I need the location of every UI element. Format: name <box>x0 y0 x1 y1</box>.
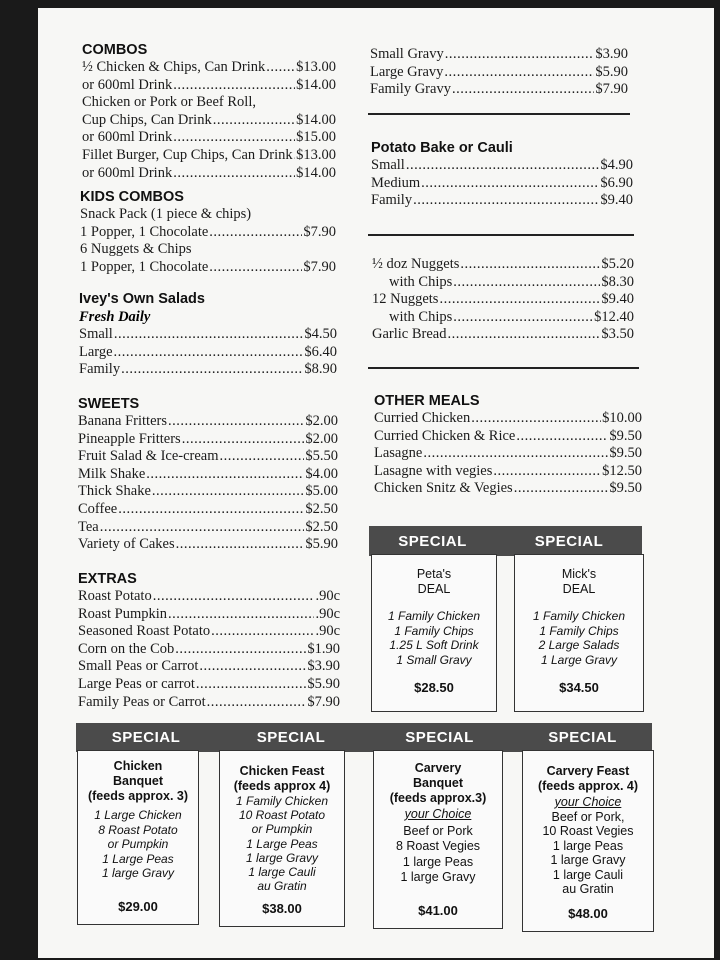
leader-dots <box>220 448 305 466</box>
menu-item-row <box>80 224 336 242</box>
menu-item-price: $5.90 <box>307 675 340 692</box>
menu-item-price: $5.90 <box>595 63 628 80</box>
extras-list <box>78 588 340 711</box>
leader-dots <box>173 77 295 95</box>
leader-dots <box>453 274 600 292</box>
leader-dots <box>175 641 306 659</box>
potato-bake-section <box>371 139 633 210</box>
nuggets-list <box>372 256 634 344</box>
menu-item-price: $13.00 <box>296 59 336 75</box>
special-item-line: 1.25 L Soft Drink <box>389 638 479 652</box>
leader-dots <box>199 658 306 676</box>
menu-item-row <box>78 606 340 624</box>
menu-item-name: 1 Popper, 1 Chocolate <box>80 258 209 275</box>
special-item-line: 10 Roast Vegies <box>542 824 634 839</box>
leader-dots <box>121 361 303 379</box>
special-price: $29.00 <box>118 899 158 914</box>
menu-item-row <box>80 259 336 277</box>
leader-dots <box>209 224 302 242</box>
gravy-list <box>370 46 628 99</box>
leader-dots <box>444 64 594 82</box>
special-title-line: Banquet <box>113 774 163 788</box>
leader-dots <box>114 326 304 344</box>
leader-dots <box>514 480 609 498</box>
menu-item-name: or 600ml Drink <box>82 129 173 146</box>
special-item-line: or Pumpkin <box>107 837 169 851</box>
menu-item-price: $2.50 <box>305 500 338 517</box>
spacer <box>515 597 643 609</box>
menu-item-price: $2.00 <box>305 413 338 429</box>
menu-item-price: $3.50 <box>601 326 634 343</box>
combos-heading: COMBOS <box>82 42 148 58</box>
special-item-line: 1 Family Chips <box>394 623 474 638</box>
salads-heading: Ivey's Own Salads <box>79 291 205 307</box>
menu-item-price: $5.00 <box>305 483 338 500</box>
menu-item-row <box>82 112 336 130</box>
menu-item-price: $7.90 <box>595 81 628 98</box>
menu-item-price: $13.00 <box>296 146 336 163</box>
gravy-section <box>370 46 628 99</box>
menu-item-price: $3.90 <box>307 658 340 675</box>
menu-item-price: $6.40 <box>304 343 337 360</box>
menu-item-price: $9.50 <box>609 427 642 444</box>
sweets-section <box>78 395 338 554</box>
menu-item-row <box>78 431 338 449</box>
special-label: SPECIAL <box>398 532 467 550</box>
menu-item-price: $14.00 <box>296 76 336 93</box>
potato-bake-list <box>371 157 633 210</box>
leader-dots <box>173 165 295 183</box>
menu-item-row <box>370 46 628 64</box>
special-title-line: DEAL <box>562 582 596 596</box>
leader-dots <box>445 46 595 64</box>
leader-dots <box>153 588 315 606</box>
leader-dots <box>114 344 304 362</box>
menu-item-row <box>79 326 337 344</box>
leader-dots <box>452 81 594 99</box>
salads-list <box>79 326 337 379</box>
menu-item-row <box>374 410 642 428</box>
menu-item-name: Small <box>371 157 405 173</box>
sweets-heading: SWEETS <box>78 396 140 412</box>
menu-item-name: Family <box>79 361 121 378</box>
leader-dots <box>100 519 305 537</box>
special-box-carvery-banquet <box>373 750 503 929</box>
special-title-line: (feeds approx 4) <box>233 779 331 793</box>
kids-combos-heading: KIDS COMBOS <box>80 189 184 205</box>
menu-item-name: Chicken Snitz & Vegies <box>374 480 513 497</box>
special-content <box>374 751 502 886</box>
menu-item-name: Milk Shake <box>78 465 146 482</box>
menu-item-name: Lasagne <box>374 445 423 462</box>
menu-item-price: $4.50 <box>304 326 337 342</box>
menu-item-row <box>82 165 336 183</box>
menu-item-row <box>370 81 628 99</box>
special-item-line: 1 Family Chicken <box>532 609 626 623</box>
menu-item-price: $12.40 <box>594 308 634 325</box>
other-meals-heading: OTHER MEALS <box>374 393 480 409</box>
menu-item-name: Cup Chips, Can Drink <box>82 111 212 128</box>
menu-item-name: Large Gravy <box>370 63 444 80</box>
special-item-line: 1 Family Chicken <box>235 794 329 808</box>
menu-item-row <box>371 192 633 210</box>
menu-item-name: Banana Fritters <box>78 413 167 429</box>
menu-item-name: Roast Pumpkin <box>78 605 168 622</box>
menu-item-row <box>78 641 340 659</box>
special-content <box>220 751 344 893</box>
special-header-bar <box>369 526 642 556</box>
menu-item-row <box>82 147 336 165</box>
menu-item-name: Lasagne with vegies <box>374 462 493 479</box>
leader-dots <box>423 445 608 463</box>
menu-item-price: $9.40 <box>601 291 634 308</box>
menu-item-row <box>78 413 338 431</box>
menu-item-name: Corn on the Cob <box>78 640 175 657</box>
special-title-line: Mick's <box>561 567 597 581</box>
nuggets-section <box>372 256 634 344</box>
menu-item-price: $9.40 <box>600 192 633 209</box>
menu-item-price: .90c <box>315 623 340 640</box>
special-title-line: Carvery <box>414 761 462 775</box>
special-item-line: 1 Large Peas <box>246 836 318 851</box>
menu-item-row <box>372 291 634 309</box>
special-choice-line: your Choice <box>554 795 622 809</box>
special-item-line: 1 Large Chicken <box>94 808 182 822</box>
menu-item-price: $1.90 <box>307 640 340 657</box>
special-title-line: (feeds approx.3) <box>389 791 487 805</box>
extras-heading: EXTRAS <box>78 571 137 587</box>
spacer <box>372 597 496 609</box>
menu-item-row <box>82 77 336 95</box>
menu-item-price: $2.00 <box>305 430 338 447</box>
menu-item-name: or 600ml Drink <box>82 164 173 181</box>
menu-item-name: with Chips <box>389 273 453 290</box>
menu-item-name: Tea <box>78 518 99 535</box>
special-item-line: 1 large Peas <box>552 838 624 853</box>
special-label: SPECIAL <box>405 729 474 746</box>
menu-item-price: $7.90 <box>307 693 340 710</box>
menu-item-name: Small Gravy <box>370 46 444 62</box>
leader-dots <box>152 483 304 501</box>
menu-item-price: $2.50 <box>305 518 338 535</box>
special-item-line: 8 Roast Vegies <box>395 839 481 853</box>
menu-item-price: $7.90 <box>303 258 336 275</box>
menu-item-name: Fruit Salad & Ice-cream <box>78 448 219 465</box>
kids-combos-section <box>80 188 336 276</box>
leader-dots <box>453 309 593 327</box>
menu-item-row <box>79 344 337 362</box>
special-item-line: 1 Small Gravy <box>396 652 472 667</box>
menu-item-row <box>78 483 338 501</box>
menu-item-name: Large Peas or carrot <box>78 675 195 692</box>
leader-dots <box>460 256 600 274</box>
potato-bake-heading: Potato Bake or Cauli <box>371 140 513 156</box>
menu-item-row <box>372 256 634 274</box>
special-item-line: 1 large Peas <box>402 854 474 869</box>
menu-item-name: Thick Shake <box>78 483 151 500</box>
menu-item-price: $4.00 <box>305 465 338 482</box>
special-item-line: 1 Large Peas <box>102 851 174 866</box>
other-meals-list <box>374 410 642 498</box>
menu-item-name: Garlic Bread <box>372 326 447 343</box>
menu-item-name: Curried Chicken <box>374 410 471 426</box>
special-item-line: 1 Family Chips <box>539 623 619 638</box>
special-title-line: (feeds approx. 3) <box>87 789 189 803</box>
salads-section <box>79 290 337 379</box>
leader-dots <box>406 157 600 175</box>
special-item-line: 1 large Cauli <box>552 867 624 882</box>
menu-item-price: $9.50 <box>609 480 642 497</box>
leader-dots <box>146 466 304 484</box>
special-title-line: Carvery Feast <box>546 764 630 778</box>
special-item-line: 1 Large Gravy <box>540 652 618 667</box>
special-title-line: Banquet <box>413 776 463 790</box>
menu-item-name: ½ Chicken & Chips, Can Drink <box>82 59 266 75</box>
leader-dots <box>209 259 302 277</box>
menu-item-row <box>372 274 634 292</box>
menu-item-name: Fillet Burger, Cup Chips, Can Drink <box>82 146 293 163</box>
leader-dots <box>447 326 600 344</box>
leader-dots <box>471 410 601 428</box>
menu-item-name: 12 Nuggets <box>372 291 439 308</box>
special-item-line: 1 large Gravy <box>400 870 476 884</box>
menu-item-row <box>374 463 642 481</box>
menu-item-price: .90c <box>315 605 340 622</box>
menu-item-price: $14.00 <box>296 111 336 128</box>
menu-item-price: $8.90 <box>304 361 337 378</box>
menu-item-row: Snack Pack (1 piece & chips) <box>80 206 252 222</box>
special-item-line: Beef or Pork, <box>551 809 625 824</box>
menu-item-row <box>374 428 642 446</box>
menu-item-row <box>371 157 633 175</box>
menu-item-price: $15.00 <box>296 129 336 146</box>
menu-item-price: $12.50 <box>602 462 642 479</box>
menu-item-name: Small <box>79 326 113 342</box>
menu-item-name: Family <box>371 192 413 209</box>
menu-item-row <box>82 59 336 77</box>
menu-item-name: Pineapple Fritters <box>78 430 181 447</box>
special-item-line: 8 Roast Potato <box>98 822 178 837</box>
special-label: SPECIAL <box>534 532 604 550</box>
special-price: $38.00 <box>262 901 302 916</box>
menu-item-row <box>79 361 337 379</box>
special-price: $34.50 <box>559 680 599 695</box>
special-item-line: 1 large Gravy <box>245 850 319 865</box>
menu-item-row <box>78 448 338 466</box>
sweets-list <box>78 413 338 554</box>
special-choice-line: your Choice <box>404 807 472 821</box>
leader-dots <box>168 413 304 431</box>
menu-item-name: Large <box>79 343 113 360</box>
menu-item-row <box>372 309 634 327</box>
menu-item-row: 6 Nuggets & Chips <box>80 241 192 258</box>
menu-item-name: ½ doz Nuggets <box>372 256 460 272</box>
menu-item-name: Medium <box>371 174 421 191</box>
menu-item-price: $4.90 <box>600 157 633 173</box>
menu-item-row <box>374 445 642 463</box>
menu-item-name: Seasoned Roast Potato <box>78 623 211 640</box>
leader-dots <box>493 463 601 481</box>
menu-item-row <box>78 501 338 519</box>
special-item-line: au Gratin <box>562 882 614 897</box>
menu-item-price: $8.30 <box>601 273 634 290</box>
menu-item-name: Family Peas or Carrot <box>78 693 206 710</box>
divider <box>368 113 630 115</box>
menu-item-price: $5.90 <box>305 536 338 553</box>
special-item-line: 1 large Gravy <box>101 866 175 880</box>
special-item-line: Beef or Pork <box>403 823 473 838</box>
special-item-line: 1 Family Chicken <box>387 609 481 623</box>
special-item-line: 2 Large Salads <box>538 638 620 652</box>
special-box-micks-deal <box>514 554 644 712</box>
menu-item-price: .90c <box>315 588 340 604</box>
special-price: $41.00 <box>418 903 458 918</box>
menu-item-row <box>371 175 633 193</box>
special-label: SPECIAL <box>256 729 326 746</box>
menu-item-row <box>370 64 628 82</box>
menu-item-row <box>78 658 340 676</box>
menu-item-name: 1 Popper, 1 Chocolate <box>80 223 209 240</box>
leader-dots <box>182 431 305 449</box>
special-box-petas-deal <box>371 554 497 712</box>
combos-section <box>82 41 336 182</box>
leader-dots <box>211 623 314 641</box>
menu-item-price: $10.00 <box>602 410 642 426</box>
combos-list <box>82 59 336 182</box>
special-item-line: 1 large Cauli <box>248 865 316 880</box>
extras-section <box>78 570 340 711</box>
special-label: SPECIAL <box>111 729 181 746</box>
menu-item-name: or 600ml Drink <box>82 76 173 93</box>
leader-dots <box>439 291 600 309</box>
special-content <box>523 751 653 897</box>
leader-dots <box>516 428 608 446</box>
special-box-chicken-banquet <box>77 750 199 925</box>
leader-dots <box>118 501 304 519</box>
special-title-line: Chicken <box>113 759 163 773</box>
menu-item-price: $6.90 <box>600 174 633 191</box>
menu-item-name: Variety of Cakes <box>78 536 175 553</box>
menu-item-row <box>78 623 340 641</box>
special-title-line: Chicken Feast <box>239 764 325 778</box>
salads-subheading: Fresh Daily <box>79 309 151 325</box>
menu-item-row <box>78 676 340 694</box>
special-item-line: au Gratin <box>257 879 307 894</box>
menu-item-name: Curried Chicken & Rice <box>374 427 516 444</box>
menu-item-row <box>374 480 642 498</box>
menu-item-row <box>82 129 336 147</box>
leader-dots <box>413 192 599 210</box>
special-title-line: (feeds approx. 4) <box>537 779 639 793</box>
leader-dots <box>266 59 295 77</box>
menu-item-row <box>78 588 340 606</box>
special-content <box>372 555 496 667</box>
menu-item-price: $3.90 <box>595 46 628 62</box>
menu-item-row <box>78 694 340 712</box>
leader-dots <box>196 676 306 694</box>
special-item-line: 1 large Gravy <box>550 853 626 868</box>
leader-dots <box>207 694 307 712</box>
other-meals-section <box>374 392 642 498</box>
special-label: SPECIAL <box>548 729 617 746</box>
menu-item-name: Small Peas or Carrot <box>78 658 199 675</box>
leader-dots <box>421 175 599 193</box>
bottom-special-header-bar <box>76 723 652 752</box>
menu-item-name: with Chips <box>389 308 453 325</box>
special-title-line: Peta's <box>416 567 452 581</box>
menu-item-row <box>78 519 338 537</box>
special-content <box>78 751 198 881</box>
leader-dots <box>168 606 314 624</box>
special-price: $48.00 <box>568 906 608 921</box>
leader-dots <box>213 112 295 130</box>
menu-item-name: Coffee <box>78 500 118 517</box>
menu-item-price: $14.00 <box>296 164 336 181</box>
menu-item-row <box>78 466 338 484</box>
leader-dots <box>173 129 295 147</box>
special-title-line: DEAL <box>417 582 451 596</box>
menu-item-price: $5.50 <box>305 448 338 465</box>
menu-item-price: $5.20 <box>601 256 634 272</box>
special-box-carvery-feast <box>522 750 654 932</box>
menu-item-price: $9.50 <box>609 445 642 462</box>
divider <box>368 367 639 369</box>
menu-item-price: $7.90 <box>303 223 336 240</box>
leader-dots <box>176 536 305 554</box>
leader-dots <box>294 147 296 165</box>
special-price: $28.50 <box>414 680 454 695</box>
divider <box>368 234 634 236</box>
menu-item-name: Family Gravy <box>370 81 451 98</box>
special-content <box>515 555 643 667</box>
kids-combos-list <box>80 206 336 276</box>
special-item-line: 10 Roast Potato <box>238 808 326 823</box>
menu-item-row <box>372 326 634 344</box>
menu-item-row: Chicken or Pork or Beef Roll, <box>82 94 256 111</box>
menu-item-row <box>78 536 338 554</box>
special-item-line: or Pumpkin <box>251 822 313 837</box>
menu-item-name: Roast Potato <box>78 588 152 604</box>
special-box-chicken-feast <box>219 750 345 927</box>
